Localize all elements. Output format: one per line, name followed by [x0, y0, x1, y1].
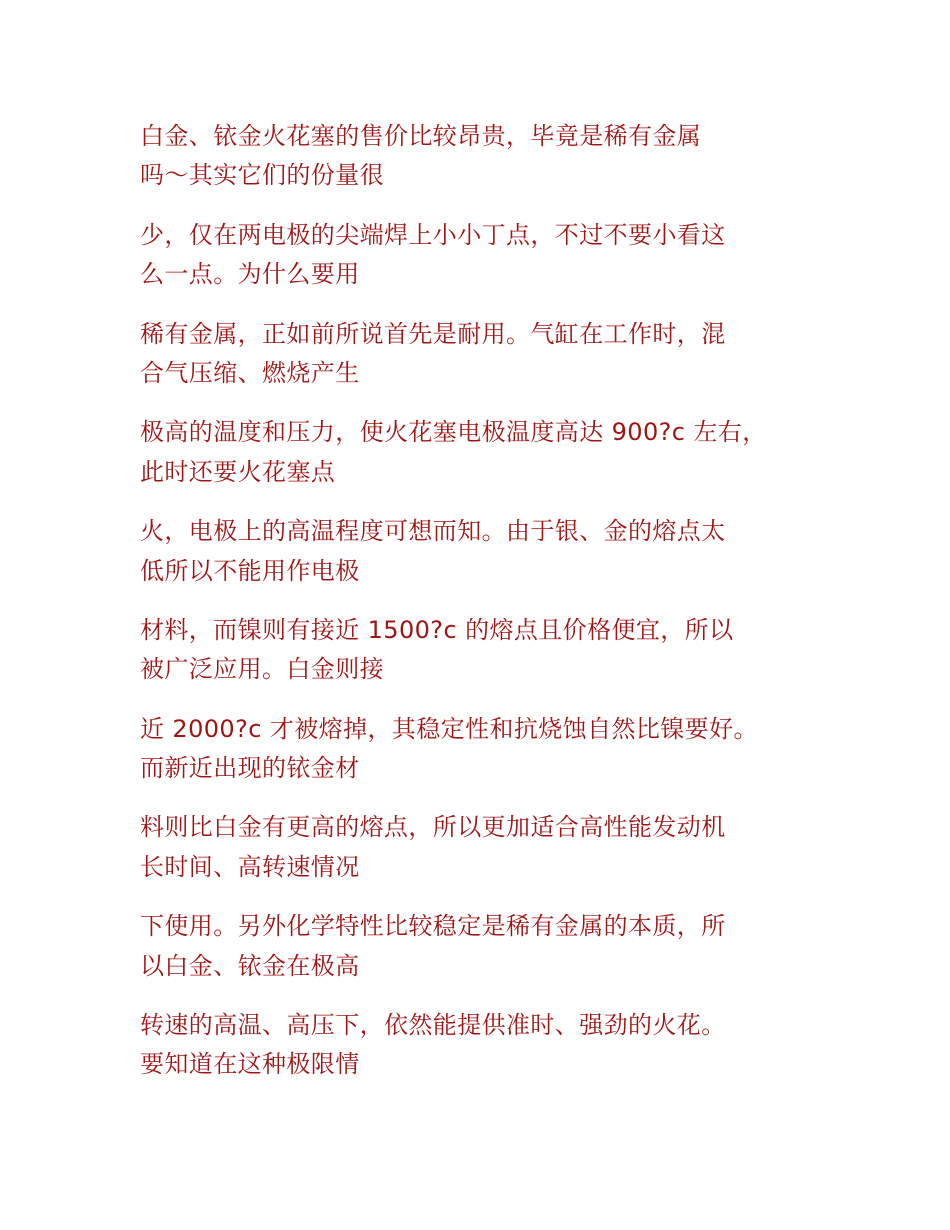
paragraph-7	[140, 710, 840, 789]
paragraph-3	[140, 315, 840, 394]
text-line: 么一点。为什么要用	[140, 260, 360, 289]
text-line: 而新近出现的铱金材	[140, 754, 360, 783]
paragraph-6	[140, 611, 840, 690]
text-line: 白金、铱金火花塞的售价比较昂贵，毕竟是稀有金属	[140, 122, 702, 150]
paragraph-9	[140, 907, 840, 986]
text-line: 以白金、铱金在极高	[140, 951, 360, 980]
text-line: 此时还要火花塞点	[140, 457, 336, 486]
paragraph-8	[140, 808, 840, 887]
text-line: 吗～其实它们的份量很	[140, 161, 384, 190]
text-line: 近 2000?c 才被熔掉，其稳定性和抗烧蚀自然比镍要好。	[140, 714, 758, 743]
text-line: 长时间、高转速情况	[140, 852, 360, 881]
text-line: 火，电极上的高温程度可想而知。由于银、金的熔点太	[140, 517, 726, 546]
text-line: 极高的温度和压力，使火花塞电极温度高达 900?c 左右，	[140, 418, 767, 447]
text-line: 稀有金属，正如前所说首先是耐用。气缸在工作时，混	[140, 319, 726, 348]
body-text	[140, 117, 840, 1105]
text-line: 少，仅在两电极的尖端焊上小小丁点，不过不要小看这	[140, 220, 726, 249]
text-line: 料则比白金有更高的熔点，所以更加适合高性能发动机	[140, 813, 726, 842]
text-line: 材料，而镍则有接近 1500?c 的熔点且价格便宜，所以	[140, 615, 734, 644]
text-line: 被广泛应用。白金则接	[140, 655, 384, 684]
paragraph-1	[140, 117, 840, 196]
text-line: 下使用。另外化学特性比较稳定是稀有金属的本质，所	[140, 912, 726, 941]
paragraph-5	[140, 512, 840, 591]
paragraph-10	[140, 1006, 840, 1085]
text-line: 要知道在这种极限情	[140, 1050, 360, 1079]
paragraph-2	[140, 216, 840, 295]
text-line: 低所以不能用作电极	[140, 556, 360, 585]
paragraph-4	[140, 413, 840, 492]
text-line: 合气压缩、燃烧产生	[140, 358, 360, 387]
text-line: 转速的高温、高压下，依然能提供准时、强劲的火花。	[140, 1011, 726, 1040]
